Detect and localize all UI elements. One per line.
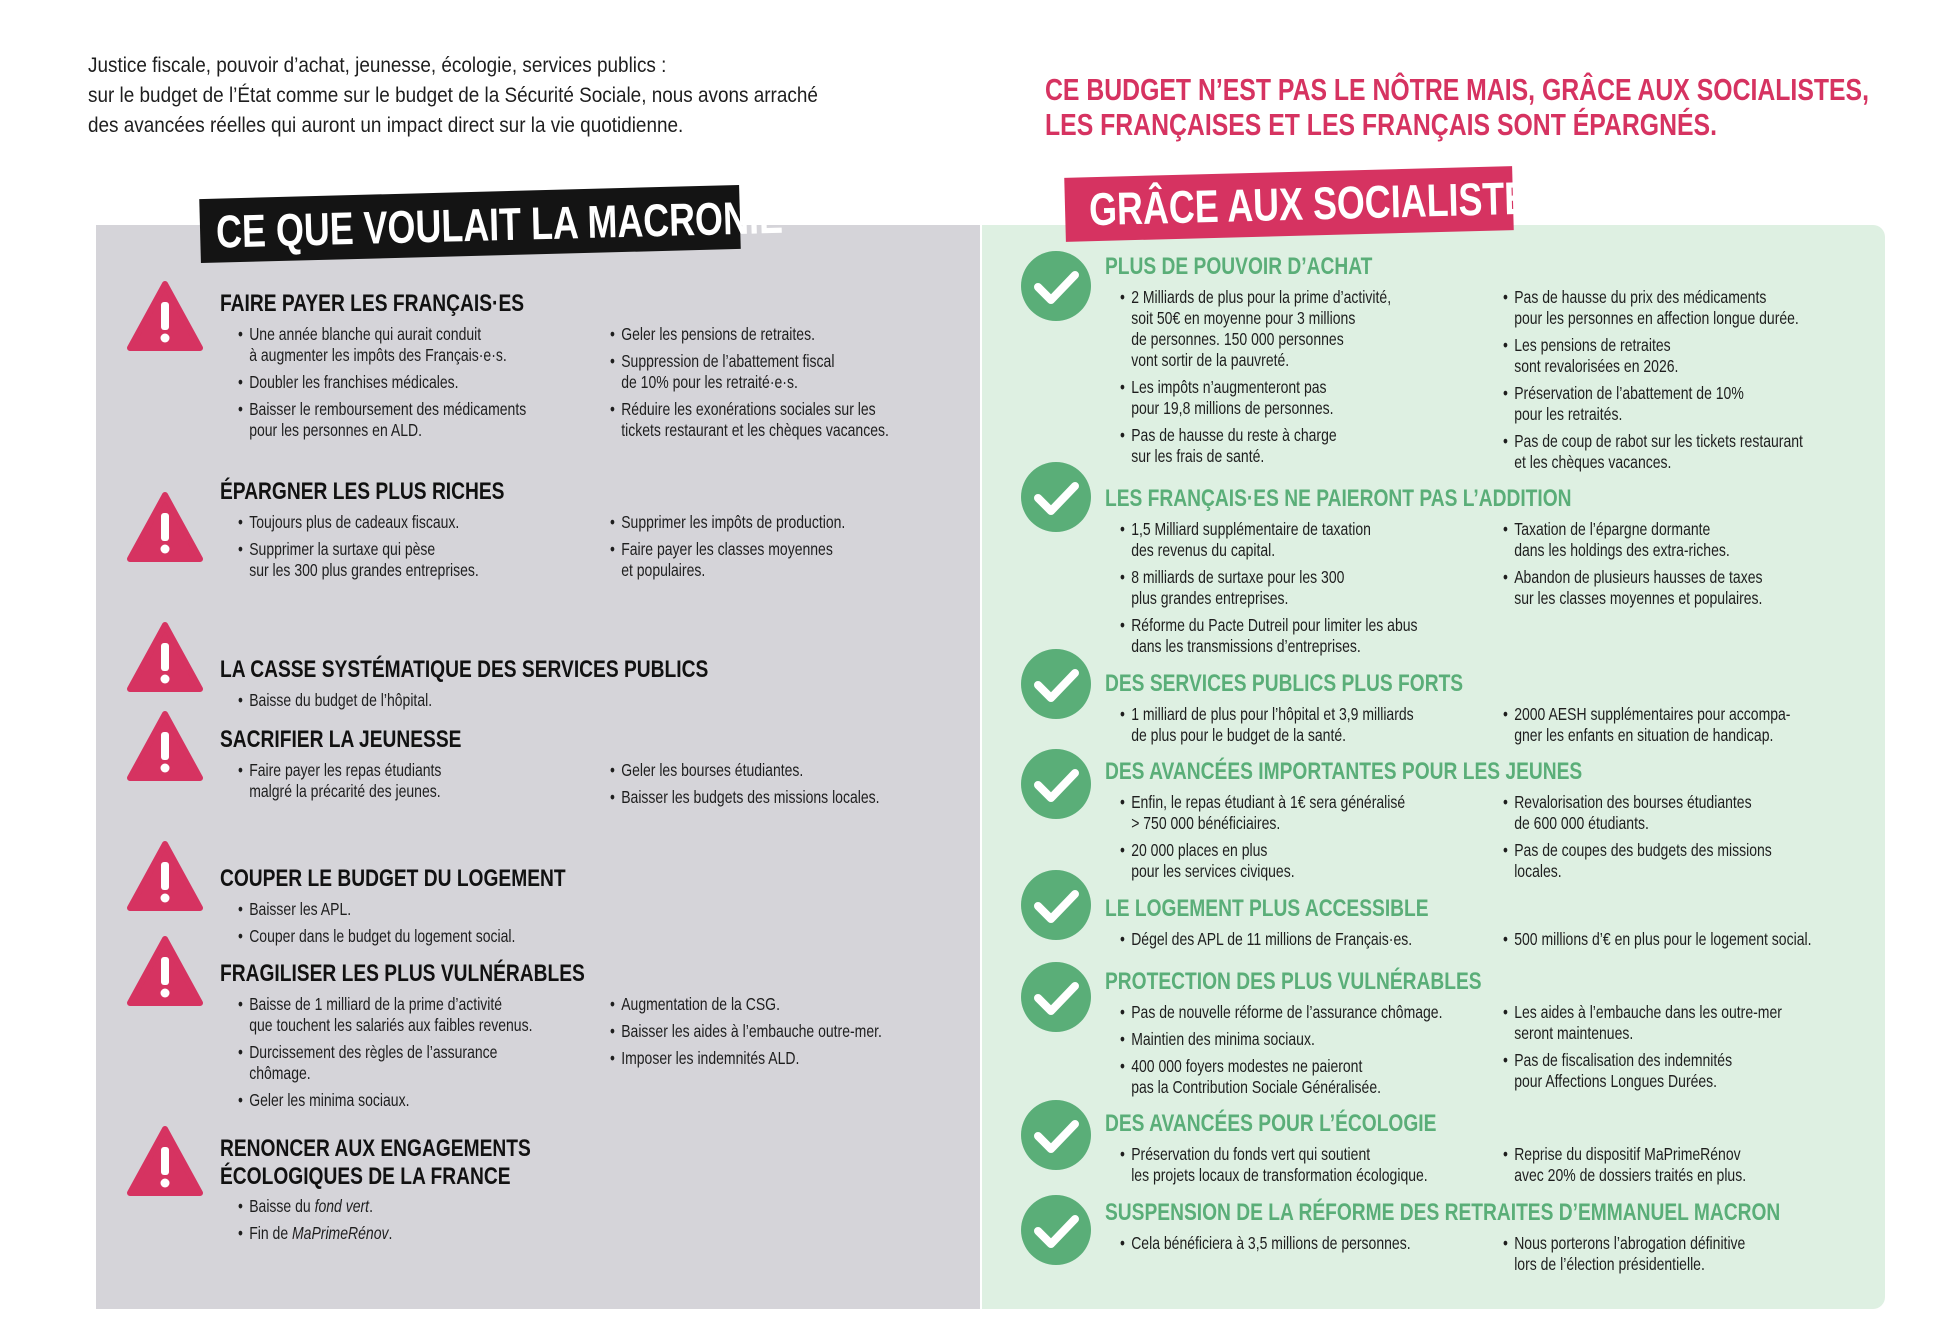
bullet-column xyxy=(610,512,845,587)
bullet-column xyxy=(1120,287,1391,473)
bullet-column xyxy=(1503,792,1772,888)
bullet-column xyxy=(1503,704,1790,752)
list-item: • Supprimer la surtaxe qui pèse sur les 300 plus grandes entreprises. xyxy=(238,539,479,581)
list-item: • Pas de coupes des budgets des missions locales. xyxy=(1503,840,1772,882)
section-title: SACRIFIER LA JEUNESSE xyxy=(220,726,462,753)
bullet-column xyxy=(1503,1233,1745,1281)
section-title: FAIRE PAYER LES FRANÇAIS·ES xyxy=(220,290,525,317)
list-item: • 20 000 places en plus pour les services civiques. xyxy=(1120,840,1405,882)
bullet-column xyxy=(1503,519,1762,615)
list-item: • Reprise du dispositif MaPrimeRénov avec 20% de dossiers traités en plus. xyxy=(1503,1144,1746,1186)
warning-triangle-icon xyxy=(126,491,204,563)
check-circle-icon xyxy=(1019,249,1093,323)
intro-line: sur le budget de l’État comme sur le budget de la Sécurité Sociale, nous avons arraché xyxy=(88,83,818,107)
bullet-column xyxy=(238,899,515,953)
warning-triangle-icon xyxy=(126,280,204,352)
list-item: • Geler les pensions de retraites. xyxy=(610,324,889,345)
list-item: • Nous porterons l’abrogation définitive lors de l’élection présidentielle. xyxy=(1503,1233,1745,1275)
section-title: PROTECTION DES PLUS VULNÉRABLES xyxy=(1105,968,1482,995)
list-item: • Dégel des APL de 11 millions de Français·es. xyxy=(1120,929,1412,950)
section-title: FRAGILISER LES PLUS VULNÉRABLES xyxy=(220,960,585,987)
bullet-column xyxy=(238,1196,392,1250)
check-circle-icon xyxy=(1019,747,1093,821)
slogan xyxy=(1045,72,1869,142)
list-item: • Préservation du fonds vert qui soutient les projets locaux de transformation écologique. xyxy=(1120,1144,1428,1186)
list-item: • Durcissement des règles de l’assurance chômage. xyxy=(238,1042,532,1084)
list-item: • 1 milliard de plus pour l’hôpital et 3,9 milliards de plus pour le budget de la santé. xyxy=(1120,704,1414,746)
section-title-line: RENONCER AUX ENGAGEMENTS xyxy=(220,1135,531,1162)
list-item: • Pas de nouvelle réforme de l’assurance chômage. xyxy=(1120,1002,1443,1023)
bullet-column xyxy=(1120,1233,1411,1260)
list-item: • Baisser les aides à l’embauche outre-mer. xyxy=(610,1021,882,1042)
section-title xyxy=(220,1135,531,1191)
list-item: • Enfin, le repas étudiant à 1€ sera généralisé > 750 000 bénéficiaires. xyxy=(1120,792,1405,834)
list-item: • Les pensions de retraites sont revalorisées en 2026. xyxy=(1503,335,1803,377)
list-item: • Augmentation de la CSG. xyxy=(610,994,882,1015)
bullet-column xyxy=(1120,519,1418,663)
socialistes-label-text: GRÂCE AUX SOCIALISTES xyxy=(1088,171,1553,236)
macronie-label-text: CE QUE VOULAIT LA MACRONIE xyxy=(215,190,784,258)
bullet-column xyxy=(1120,792,1405,888)
intro-text xyxy=(88,50,880,140)
list-item: • Pas de hausse du prix des médicaments pour les personnes en affection longue durée. xyxy=(1503,287,1803,329)
list-item: • Taxation de l’épargne dormante dans les holdings des extra-riches. xyxy=(1503,519,1762,561)
bullet-column xyxy=(1503,1144,1746,1192)
list-item: • Geler les minima sociaux. xyxy=(238,1090,532,1111)
list-item: • Cela bénéficiera à 3,5 millions de personnes. xyxy=(1120,1233,1411,1254)
list-item: • 8 milliards de surtaxe pour les 300 plus grandes entreprises. xyxy=(1120,567,1418,609)
list-item: • Doubler les franchises médicales. xyxy=(238,372,526,393)
section-title: LA CASSE SYSTÉMATIQUE DES SERVICES PUBLICS xyxy=(220,656,709,683)
list-item: • Baisse du budget de l’hôpital. xyxy=(238,690,432,711)
list-item: • Maintien des minima sociaux. xyxy=(1120,1029,1443,1050)
warning-triangle-icon xyxy=(126,621,204,693)
warning-triangle-icon xyxy=(126,1125,204,1197)
section-title-line: ÉCOLOGIQUES DE LA FRANCE xyxy=(220,1163,511,1190)
list-item: • Toujours plus de cadeaux fiscaux. xyxy=(238,512,479,533)
bullet-column xyxy=(1120,929,1412,956)
list-item: • Préservation de l’abattement de 10% pour les retraités. xyxy=(1503,383,1803,425)
list-item: • Pas de hausse du reste à charge sur les frais de santé. xyxy=(1120,425,1391,467)
list-item: • Revalorisation des bourses étudiantes de 600 000 étudiants. xyxy=(1503,792,1772,834)
bullet-column xyxy=(1503,1002,1782,1098)
warning-triangle-icon xyxy=(126,935,204,1007)
socialistes-label xyxy=(1064,166,1553,242)
warning-triangle-icon xyxy=(126,710,204,782)
bullet-column xyxy=(1120,1002,1443,1104)
list-item: • 500 millions d’€ en plus pour le logement social. xyxy=(1503,929,1811,950)
slogan-line: CE BUDGET N’EST PAS LE NÔTRE MAIS, GRÂCE AUX SOCIALISTES, xyxy=(1045,72,1869,107)
bullet-column xyxy=(238,690,432,717)
list-item: • Fin de MaPrimeRénov. xyxy=(238,1223,392,1244)
list-item: • Baisse de 1 milliard de la prime d’activité que touchent les salariés aux faibles revenus. xyxy=(238,994,532,1036)
list-item: • 400 000 foyers modestes ne paieront pas la Contribution Sociale Généralisée. xyxy=(1120,1056,1443,1098)
intro-line: Justice fiscale, pouvoir d’achat, jeunesse, écologie, services publics : xyxy=(88,53,667,77)
section-title: DES AVANCÉES IMPORTANTES POUR LES JEUNES xyxy=(1105,758,1583,785)
list-item: • Supprimer les impôts de production. xyxy=(610,512,845,533)
list-item: • Réduire les exonérations sociales sur les tickets restaurant et les chèques vacances. xyxy=(610,399,889,441)
list-item: • Geler les bourses étudiantes. xyxy=(610,760,880,781)
list-item: • 1,5 Milliard supplémentaire de taxation des revenus du capital. xyxy=(1120,519,1418,561)
check-circle-icon xyxy=(1019,1098,1093,1172)
bullet-column xyxy=(238,760,441,808)
section-title: LES FRANÇAIS·ES NE PAIERONT PAS L’ADDITION xyxy=(1105,485,1572,512)
bullet-column xyxy=(610,760,880,814)
check-circle-icon xyxy=(1019,1193,1093,1267)
bullet-column xyxy=(610,324,889,447)
section-title: DES AVANCÉES POUR L’ÉCOLOGIE xyxy=(1105,1110,1437,1137)
section-title: ÉPARGNER LES PLUS RICHES xyxy=(220,478,505,505)
bullet-column xyxy=(1503,287,1803,479)
check-circle-icon xyxy=(1019,868,1093,942)
list-item: • Imposer les indemnités ALD. xyxy=(610,1048,882,1069)
intro-line: des avancées réelles qui auront un impact direct sur la vie quotidienne. xyxy=(88,113,684,137)
list-item: • Faire payer les classes moyennes et populaires. xyxy=(610,539,845,581)
check-circle-icon xyxy=(1019,647,1093,721)
list-item: • Pas de fiscalisation des indemnités pour Affections Longues Durées. xyxy=(1503,1050,1782,1092)
section-title: PLUS DE POUVOIR D’ACHAT xyxy=(1105,253,1373,280)
list-item: • Couper dans le budget du logement social. xyxy=(238,926,515,947)
bullet-column xyxy=(1120,704,1414,752)
list-item: • Réforme du Pacte Dutreil pour limiter les abus dans les transmissions d’entreprises. xyxy=(1120,615,1418,657)
section-title: COUPER LE BUDGET DU LOGEMENT xyxy=(220,865,566,892)
bullet-column xyxy=(610,994,882,1075)
bullet-column xyxy=(238,512,479,587)
list-item: • Baisser le remboursement des médicaments pour les personnes en ALD. xyxy=(238,399,526,441)
list-item: • Baisser les budgets des missions locales. xyxy=(610,787,880,808)
list-item: • Faire payer les repas étudiants malgré la précarité des jeunes. xyxy=(238,760,441,802)
bullet-column xyxy=(238,324,526,447)
check-circle-icon xyxy=(1019,460,1093,534)
list-item: • Baisser les APL. xyxy=(238,899,515,920)
section-title: DES SERVICES PUBLICS PLUS FORTS xyxy=(1105,670,1464,697)
list-item: • Baisse du fond vert. xyxy=(238,1196,392,1217)
list-item: • Pas de coup de rabot sur les tickets restaurant et les chèques vacances. xyxy=(1503,431,1803,473)
check-circle-icon xyxy=(1019,960,1093,1034)
warning-triangle-icon xyxy=(126,840,204,912)
section-title: LE LOGEMENT PLUS ACCESSIBLE xyxy=(1105,895,1429,922)
list-item: • Une année blanche qui aurait conduit à augmenter les impôts des Français·e·s. xyxy=(238,324,526,366)
list-item: • Suppression de l’abattement fiscal de 10% pour les retraité·e·s. xyxy=(610,351,889,393)
bullet-column xyxy=(238,994,532,1117)
bullet-column xyxy=(1120,1144,1428,1192)
bullet-column xyxy=(1503,929,1811,956)
list-item: • Abandon de plusieurs hausses de taxes sur les classes moyennes et populaires. xyxy=(1503,567,1762,609)
list-item: • Les impôts n’augmenteront pas pour 19,8 millions de personnes. xyxy=(1120,377,1391,419)
list-item: • 2000 AESH supplémentaires pour accompa- gner les enfants en situation de handicap. xyxy=(1503,704,1790,746)
section-title: SUSPENSION DE LA RÉFORME DES RETRAITES D’EMMANUEL MACRON xyxy=(1105,1199,1781,1226)
list-item: • Les aides à l’embauche dans les outre-mer seront maintenues. xyxy=(1503,1002,1782,1044)
list-item: • 2 Milliards de plus pour la prime d’activité, soit 50€ en moyenne pour 3 millions de personnes. 150 000 personnes vont sortir de la pauvreté. xyxy=(1120,287,1391,371)
slogan-line: LES FRANÇAISES ET LES FRANÇAIS SONT ÉPARGNÉS. xyxy=(1045,107,1717,142)
